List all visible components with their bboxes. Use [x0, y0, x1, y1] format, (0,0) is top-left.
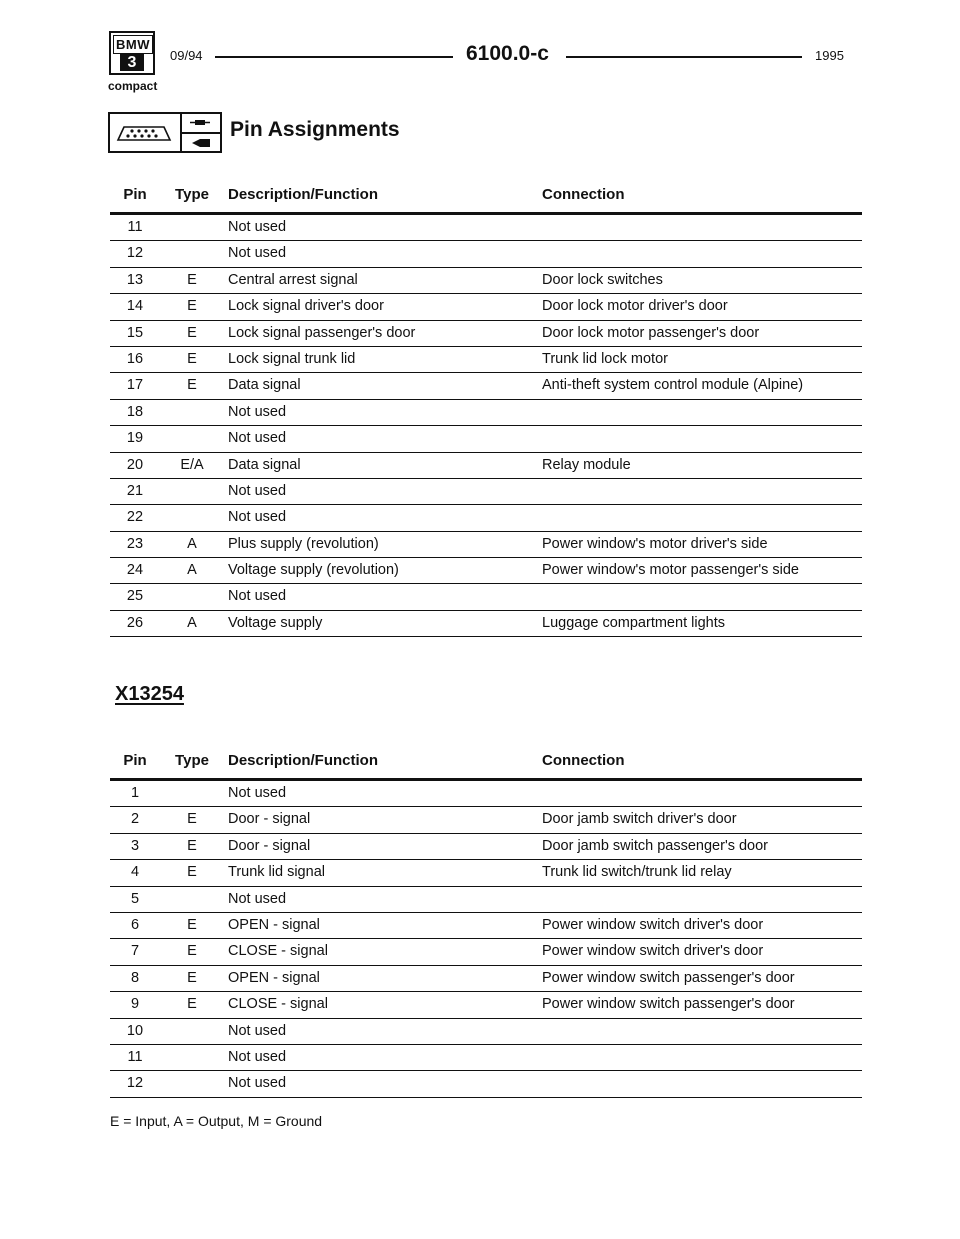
table-row	[110, 807, 862, 833]
cell-pin: 20	[126, 456, 144, 473]
page-title: Pin Assignments	[230, 118, 400, 141]
cell-pin: 16	[126, 350, 144, 367]
col-pin: Pin	[123, 752, 147, 769]
cell-connection: Power window switch passenger's door	[542, 996, 795, 1013]
pin-table-1	[110, 186, 862, 637]
table-row	[110, 373, 862, 399]
connector-icon	[108, 112, 222, 153]
header-date: 09/94	[170, 48, 203, 63]
cell-description: Not used	[228, 890, 287, 907]
cell-description: Central arrest signal	[228, 271, 358, 288]
cell-description: Voltage supply	[228, 614, 323, 631]
cell-pin: 12	[126, 1075, 144, 1092]
table-row	[110, 321, 862, 347]
col-type: Type	[175, 186, 209, 203]
cell-description: Lock signal passenger's door	[228, 324, 416, 341]
cell-type: A	[187, 562, 197, 579]
pin-table-2	[110, 752, 862, 1098]
cell-pin: 15	[126, 324, 144, 341]
col-connection: Connection	[542, 752, 625, 769]
table-row	[110, 479, 862, 505]
cell-description: Not used	[228, 509, 287, 526]
logo-brand: BMW	[113, 35, 153, 54]
cell-pin: 13	[126, 271, 144, 288]
table-row	[110, 1019, 862, 1045]
legend-note: E = Input, A = Output, M = Ground	[110, 1113, 323, 1129]
cell-description: Data signal	[228, 377, 301, 394]
connector-plug-icon	[110, 114, 178, 151]
cell-description: Not used	[228, 430, 287, 447]
cell-pin: 11	[127, 1048, 143, 1065]
cell-description: Plus supply (revolution)	[228, 535, 379, 552]
cell-description: Not used	[228, 482, 287, 499]
table-row	[110, 887, 862, 913]
cell-description: Trunk lid signal	[228, 864, 325, 881]
header-rule-left	[215, 56, 453, 58]
cell-pin: 4	[130, 864, 140, 881]
table-row	[110, 781, 862, 807]
cell-connection: Power window's motor passenger's side	[542, 562, 799, 579]
cell-pin: 26	[126, 614, 144, 631]
cell-pin: 22	[126, 509, 144, 526]
output-arrow-icon	[182, 134, 220, 152]
col-description: Description/Function	[228, 186, 378, 203]
cell-description: Lock signal trunk lid	[228, 350, 356, 367]
cell-pin: 1	[130, 785, 140, 801]
table-row	[110, 426, 862, 452]
table-row	[110, 268, 862, 294]
cell-pin: 11	[127, 219, 143, 235]
cell-type: A	[187, 535, 197, 552]
cell-description: Data signal	[228, 456, 301, 473]
cell-type: E	[187, 943, 197, 960]
document-number: 6100.0-c	[466, 42, 549, 65]
table-row	[110, 215, 862, 241]
table-row	[110, 505, 862, 531]
cell-type: E	[187, 864, 197, 881]
cell-type: E/A	[180, 456, 204, 473]
cell-type: E	[187, 837, 197, 854]
cell-description: OPEN - signal	[228, 916, 320, 933]
cell-connection: Trunk lid lock motor	[542, 350, 668, 367]
cell-pin: 24	[126, 562, 144, 579]
cell-description: OPEN - signal	[228, 969, 320, 986]
table-row	[110, 558, 862, 584]
cell-connection: Power window switch passenger's door	[542, 969, 795, 986]
cell-description: Not used	[228, 785, 287, 801]
table-header	[110, 186, 862, 212]
cell-description: Not used	[228, 219, 287, 235]
cell-pin: 19	[126, 430, 144, 447]
cell-pin: 8	[130, 969, 140, 986]
table-row	[110, 294, 862, 320]
cell-description: Door - signal	[228, 837, 311, 854]
cell-description: CLOSE - signal	[228, 996, 328, 1013]
cell-type: E	[187, 271, 197, 288]
cell-pin: 23	[126, 535, 144, 552]
cell-connection: Door lock switches	[542, 271, 663, 288]
cell-connection: Door lock motor driver's door	[542, 298, 728, 315]
table-row	[110, 241, 862, 267]
table-row	[110, 1045, 862, 1071]
table-row	[110, 834, 862, 860]
cell-connection: Door jamb switch passenger's door	[542, 837, 769, 854]
cell-pin: 6	[130, 916, 140, 933]
table-body	[110, 781, 862, 1098]
cell-connection: Power window's motor driver's side	[542, 535, 768, 552]
section-title: X13254	[115, 683, 184, 705]
cell-pin: 5	[130, 890, 140, 907]
cell-pin: 18	[126, 403, 144, 420]
table-row	[110, 611, 862, 637]
cell-description: Not used	[228, 588, 287, 605]
table-row	[110, 966, 862, 992]
cell-type: E	[187, 324, 197, 341]
cell-connection: Trunk lid switch/trunk lid relay	[542, 864, 732, 881]
cell-connection: Power window switch driver's door	[542, 916, 764, 933]
cell-description: Not used	[228, 1022, 287, 1039]
logo-series: 3	[120, 54, 144, 71]
cell-connection: Relay module	[542, 456, 631, 473]
cell-pin: 17	[126, 377, 144, 394]
table-row	[110, 992, 862, 1018]
cell-type: E	[187, 298, 197, 315]
cell-description: Not used	[228, 1048, 287, 1065]
cell-description: Voltage supply (revolution)	[228, 562, 399, 579]
table-body	[110, 215, 862, 637]
col-connection: Connection	[542, 186, 625, 203]
cell-pin: 2	[130, 811, 140, 828]
cell-pin: 14	[126, 298, 144, 315]
cell-description: Not used	[228, 245, 287, 262]
table-header	[110, 752, 862, 778]
table-row	[110, 453, 862, 479]
cell-description: Not used	[228, 403, 287, 420]
cell-connection: Door lock motor passenger's door	[542, 324, 760, 341]
cell-pin: 9	[130, 996, 140, 1013]
cell-type: E	[187, 916, 197, 933]
cell-pin: 7	[130, 943, 140, 960]
cell-pin: 21	[126, 482, 144, 499]
cell-description: Lock signal driver's door	[228, 298, 384, 315]
cell-description: Not used	[228, 1075, 287, 1092]
cell-type: E	[187, 996, 197, 1013]
table-row	[110, 913, 862, 939]
header-rule-right	[566, 56, 802, 58]
bmw-logo	[109, 31, 155, 75]
table-row	[110, 860, 862, 886]
table-row	[110, 939, 862, 965]
cell-pin: 3	[130, 837, 140, 854]
col-pin: Pin	[123, 186, 147, 203]
table-row	[110, 584, 862, 610]
cell-connection: Door jamb switch driver's door	[542, 811, 737, 828]
cell-type: E	[187, 377, 197, 394]
table-row	[110, 347, 862, 373]
table-row	[110, 400, 862, 426]
header-year: 1995	[815, 48, 844, 63]
cell-connection: Power window switch driver's door	[542, 943, 764, 960]
col-description: Description/Function	[228, 752, 378, 769]
table-row	[110, 1071, 862, 1097]
cell-description: Door - signal	[228, 811, 311, 828]
cell-connection: Anti-theft system control module (Alpine)	[542, 377, 804, 394]
cell-description: CLOSE - signal	[228, 943, 328, 960]
cell-pin: 12	[126, 245, 144, 262]
cell-pin: 25	[126, 588, 144, 605]
table-row	[110, 532, 862, 558]
input-arrow-icon	[182, 114, 220, 132]
cell-type: E	[187, 969, 197, 986]
model-label: compact	[108, 79, 158, 93]
cell-pin: 10	[126, 1022, 144, 1039]
cell-type: E	[187, 811, 197, 828]
cell-connection: Luggage compartment lights	[542, 614, 725, 631]
col-type: Type	[175, 752, 209, 769]
cell-type: A	[187, 614, 197, 631]
cell-type: E	[187, 350, 197, 367]
